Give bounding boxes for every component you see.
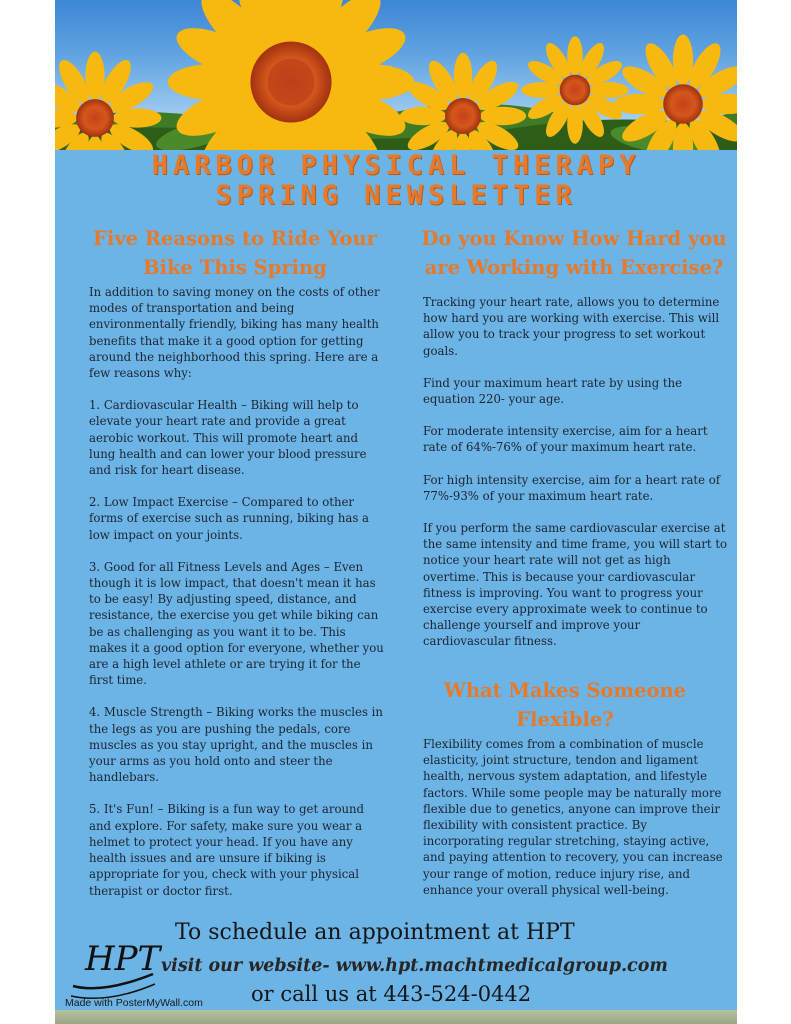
appointment-cta: To schedule an appointment at HPT <box>175 920 575 945</box>
phone-number[interactable]: or call us at 443-524-0442 <box>251 982 532 1006</box>
exercise-paragraph-4: For high intensity exercise, aim for a heart rate of 77%-93% of your maximum heart rate. <box>423 472 721 503</box>
made-with-credit: Made with PosterMyWall.com <box>65 997 203 1009</box>
ground-strip <box>55 1010 737 1024</box>
website-link[interactable]: visit our website- www.hpt.machtmedicalgroup.com <box>161 956 668 976</box>
exercise-paragraph-2: Find your maximum heart rate by using the equation 220- your age. <box>423 375 683 407</box>
bike-reason-2: 2. Low Impact Exercise – Compared to other forms of exercise such as running, biking has a low impact on your joints. <box>89 495 370 542</box>
hpt-logo <box>63 924 163 1004</box>
bike-reason-1: 1. Cardiovascular Health – Biking will help to elevate your heart rate and provide a great aerobic workout. This will promote heart and lung health and can lower your blood pressure and risk for heart disease. <box>89 398 367 478</box>
flexibility-heading: What Makes Someone Flexible? <box>443 679 687 731</box>
newsletter-title-line1: HARBOR PHYSICAL THERAPY <box>151 150 641 181</box>
bike-reason-3: 3. Good for all Fitness Levels and Ages – Even though it is low impact, that doesn't mean it has to be easy! By adjusting speed, distance, and resistance, the exercise you get while biking can be as challenging as you want it to be. This makes it a good option for everyone, whether you are a high level athlete or are trying it for the first time. <box>89 559 384 688</box>
exercise-paragraph-5: If you perform the same cardiovascular exercise at the same intensity and time frame, you will start to notice your heart rate will not get as high overtime. This is because your cardiovascular fitness is improving. You want to progress your exercise every approximate week to continue to challenge yourself and improve your cardiovascular fitness. <box>423 521 728 649</box>
bike-article-heading: Five Reasons to Ride Your Bike This Spring <box>93 227 377 279</box>
bike-article-intro: In addition to saving money on the costs of other modes of transportation and being environmentally friendly, biking has many health benefits that make it a good option for getting around the neighborhood this spring. Here are a few reasons why: <box>89 285 380 381</box>
exercise-paragraph-1: Tracking your heart rate, allows you to determine how hard you are working with exercise. This will allow you to track your progress to set workout goals. <box>423 295 720 358</box>
flexibility-text: Flexibility comes from a combination of muscle elasticity, joint structure, tendon and ligament health, nervous system adaptation, and lifestyle factors. While some people may be naturally more flexible due to genetics, anyone can improve their flexibility with consistent practice. By incorporating regular stretching, staying active, and paying attention to recovery, you can increase your range of motion, reduce injury rise, and enhance your overall physical well-being. <box>423 737 723 897</box>
sunflower-banner <box>55 0 737 150</box>
exercise-paragraph-3: For moderate intensity exercise, aim for a heart rate of 64%-76% of your maximum heart rate. <box>423 424 708 455</box>
newsletter-poster <box>55 0 737 1024</box>
exercise-article-heading: Do you Know How Hard you are Working with Exercise? <box>421 227 727 279</box>
hpt-logo-text: HPT <box>85 939 161 979</box>
bike-reason-5: 5. It's Fun! – Biking is a fun way to get around and explore. For safety, make sure you wear a helmet to protect your head. If you have any health issues and are unsure if biking is appropriate for you, check with your physical therapist or doctor first. <box>89 802 365 898</box>
flexibility-body <box>423 736 728 898</box>
sunflower-illustration <box>55 0 737 150</box>
exercise-article-body <box>423 294 728 666</box>
bike-reason-4: 4. Muscle Strength – Biking works the muscles in the legs as you are pushing the pedals, core muscles as you stay upright, and the muscles in your arms as you hold onto and steer the handlebars. <box>89 705 383 785</box>
bike-article-body <box>89 284 384 915</box>
newsletter-title-line2: SPRING NEWSLETTER <box>215 180 577 211</box>
